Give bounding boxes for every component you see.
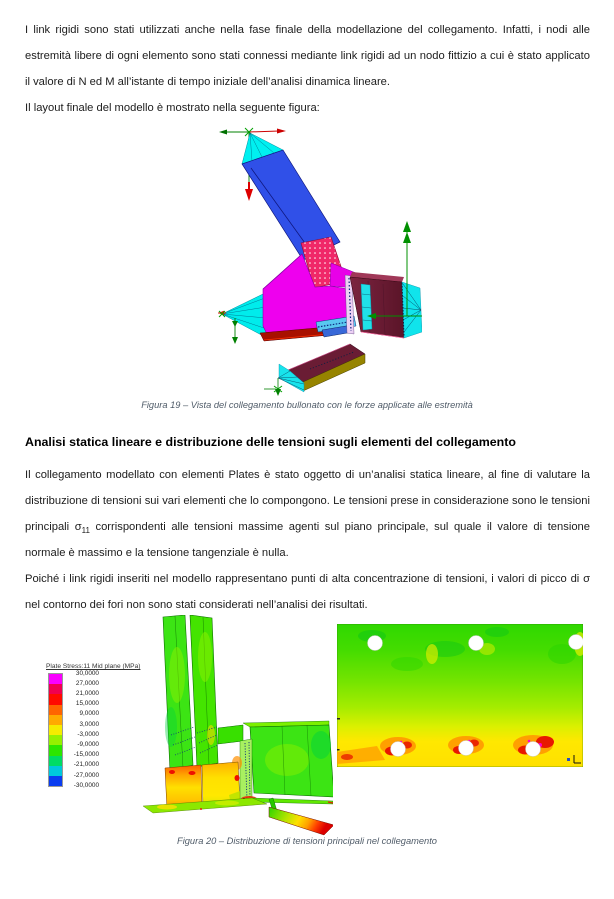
colorbar-segment [49, 694, 62, 704]
paragraph-1b: Il layout finale del modello è mostrato nella seguente figura: [25, 102, 320, 114]
colorbar-segment [49, 745, 62, 755]
end-plate-maroon [350, 272, 404, 338]
bottom-axis-triad-icon [264, 378, 282, 396]
colorbar-segment [49, 684, 62, 694]
figure-20-model [137, 615, 333, 837]
legend-title: Plate Stress:11 Mid plane (MPa) [46, 663, 141, 670]
column-left [163, 615, 193, 771]
sigma-subscript: 11 [81, 526, 90, 536]
figure-20-plate [337, 624, 583, 767]
column-right [190, 615, 218, 767]
colorbar-segment [49, 715, 62, 725]
colorbar-segment [49, 705, 62, 715]
section-heading: Analisi statica lineare e distribuzione delle tensioni sugli elementi del collegamento [25, 435, 516, 449]
paragraph-2: Il collegamento modellato con elementi Plates è stato oggetto di un’analisi statica lineare, al fine di valutare la distribuzione di tensioni sui vari elementi che lo compongono. Le tensioni prese in considerazione sono le tensioni principali $\sigma_{11}$ corrispondenti alle tensioni massime agenti sul piano principale, sul quale il valore di tensione normale è massimo e la tensione tangenziale è nulla. [25, 469, 590, 559]
legend-value: 15,0000 [75, 700, 99, 708]
paragraph-1: I link rigidi sono stati utilizzati anche nella fase finale della modellazione del collegamento. Infatti, i nodi alle estremità libere di ogni elemento sono stati connessi mediante link rigidi ad un nodo fittizio a cui è stato applicato il valore di N ed M all’istante di tempo iniziale dell’analisi dinamica lineare. [25, 24, 590, 88]
legend-colorbar [48, 673, 63, 787]
force-fan-inner [361, 284, 372, 330]
figure-20-caption: Figura 20 – Distribuzione di tensioni principali nel collegamento [177, 836, 437, 846]
colorbar-segment [49, 756, 62, 766]
legend-value: -9,0000 [77, 740, 99, 748]
legend-value: 3,0000 [79, 720, 99, 728]
legend-labels [63, 669, 103, 791]
figure-19-model [218, 126, 422, 396]
legend-value: 9,0000 [79, 710, 99, 718]
legend-value: 21,0000 [75, 689, 99, 697]
colorbar-segment [49, 674, 62, 684]
force-fan-right [402, 282, 422, 338]
legend-value: -3,0000 [77, 730, 99, 738]
legend-value: -30,0000 [73, 781, 99, 789]
legend-value: -27,0000 [73, 771, 99, 779]
stress-legend [46, 663, 141, 791]
colorbar-segment [49, 735, 62, 745]
colorbar-segment [49, 766, 62, 776]
central-bolt-strip [240, 739, 252, 803]
paragraph-3: Poiché i link rigidi inseriti nel modello rappresentano punti di alta concentrazione di tensioni, i valori di picco di σ nel contorno dei fori non sono stati considerati nell’analisi dei risultati. [25, 573, 590, 611]
legend-value: 30,0000 [75, 669, 99, 677]
colorbar-segment [49, 725, 62, 735]
paragraph-block-2 [25, 462, 590, 618]
middle-step [218, 725, 243, 744]
right-panel [250, 725, 333, 797]
colorbar-segment [49, 776, 62, 786]
figure-19-caption: Figura 19 – Vista del collegamento bullonato con le forze applicate alle estremità [141, 400, 473, 410]
legend-value: -21,0000 [73, 761, 99, 769]
legend-value: 27,0000 [75, 679, 99, 687]
paragraph-block-1 [25, 17, 590, 121]
legend-value: -15,0000 [73, 751, 99, 759]
